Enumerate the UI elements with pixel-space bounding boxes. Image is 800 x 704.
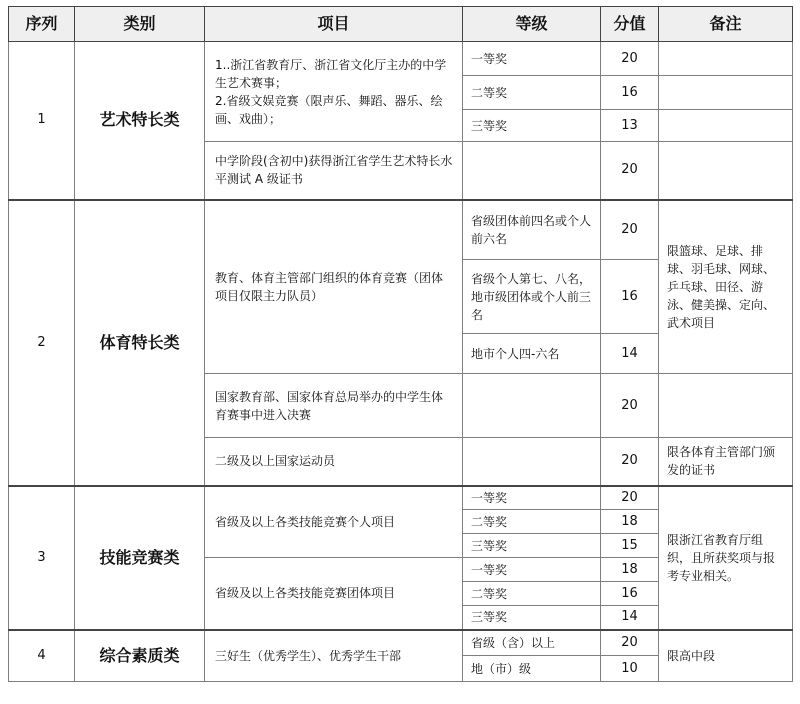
sports-note-1: 限篮球、足球、排球、羽毛球、网球、乒乓球、田径、游泳、健美操、定向、武术项目 xyxy=(659,200,793,374)
header-note: 备注 xyxy=(659,7,793,42)
skills-grade-1-2: 二等奖 xyxy=(463,510,601,534)
sports-grade-empty-2 xyxy=(463,374,601,438)
skills-item-1: 省级及以上各类技能竞赛个人项目 xyxy=(205,486,463,558)
quality-score-1: 20 xyxy=(601,630,659,656)
sports-note-3: 限各体育主管部门颁发的证书 xyxy=(659,438,793,486)
art-grade-1: 一等奖 xyxy=(463,42,601,76)
sports-grade-empty-3 xyxy=(463,438,601,486)
skills-score-1-1: 20 xyxy=(601,486,659,510)
art-item-1: 1..浙江省教育厅、浙江省文化厅主办的中学生艺术赛事； 2.省级文娱竞赛（限声乐、舞蹈、器乐、绘画、戏曲）； xyxy=(205,42,463,142)
sports-category: 体育特长类 xyxy=(75,200,205,486)
sports-grade-1: 省级团体前四名或个人前六名 xyxy=(463,200,601,260)
header-seq: 序列 xyxy=(9,7,75,42)
table-row xyxy=(9,630,793,656)
art-seq: 1 xyxy=(9,42,75,200)
table-row xyxy=(9,486,793,510)
skills-score-2-1: 18 xyxy=(601,558,659,582)
art-note-1 xyxy=(659,42,793,76)
quality-seq: 4 xyxy=(9,630,75,682)
header-grade: 等级 xyxy=(463,7,601,42)
header-category: 类别 xyxy=(75,7,205,42)
skills-grade-2-2: 二等奖 xyxy=(463,582,601,606)
sports-item-3: 二级及以上国家运动员 xyxy=(205,438,463,486)
sports-grade-2: 省级个人第七、八名，地市级团体或个人前三名 xyxy=(463,260,601,334)
art-note-2 xyxy=(659,76,793,110)
sports-score-2: 16 xyxy=(601,260,659,334)
header-score: 分值 xyxy=(601,7,659,42)
sports-item2-score: 20 xyxy=(601,374,659,438)
skills-score-2-3: 14 xyxy=(601,606,659,630)
art-grade-empty xyxy=(463,142,601,200)
header-row xyxy=(9,7,793,42)
skills-score-2-2: 16 xyxy=(601,582,659,606)
art-score-2: 16 xyxy=(601,76,659,110)
art-score-1: 20 xyxy=(601,42,659,76)
quality-note: 限高中段 xyxy=(659,630,793,682)
skills-score-1-2: 18 xyxy=(601,510,659,534)
skills-item-2: 省级及以上各类技能竞赛团体项目 xyxy=(205,558,463,630)
quality-score-2: 10 xyxy=(601,656,659,682)
sports-note-2 xyxy=(659,374,793,438)
skills-grade-2-1: 一等奖 xyxy=(463,558,601,582)
scoring-table xyxy=(8,6,793,682)
sports-grade-3: 地市个人四-六名 xyxy=(463,334,601,374)
skills-grade-1-1: 一等奖 xyxy=(463,486,601,510)
sports-seq: 2 xyxy=(9,200,75,486)
sports-score-3: 14 xyxy=(601,334,659,374)
skills-note: 限浙江省教育厅组织，且所获奖项与报考专业相关。 xyxy=(659,486,793,630)
table-row xyxy=(9,42,793,76)
skills-score-1-3: 15 xyxy=(601,534,659,558)
art-item2-score: 20 xyxy=(601,142,659,200)
table-row xyxy=(9,200,793,260)
art-grade-3: 三等奖 xyxy=(463,110,601,142)
skills-category: 技能竞赛类 xyxy=(75,486,205,630)
skills-grade-1-3: 三等奖 xyxy=(463,534,601,558)
quality-grade-1: 省级（含）以上 xyxy=(463,630,601,656)
quality-category: 综合素质类 xyxy=(75,630,205,682)
art-note-4 xyxy=(659,142,793,200)
sports-item-2: 国家教育部、国家体育总局举办的中学生体育赛事中进入决赛 xyxy=(205,374,463,438)
art-note-3 xyxy=(659,110,793,142)
skills-grade-2-3: 三等奖 xyxy=(463,606,601,630)
sports-item3-score: 20 xyxy=(601,438,659,486)
art-category: 艺术特长类 xyxy=(75,42,205,200)
art-score-3: 13 xyxy=(601,110,659,142)
quality-item: 三好生（优秀学生）、优秀学生干部 xyxy=(205,630,463,682)
sports-score-1: 20 xyxy=(601,200,659,260)
quality-grade-2: 地（市）级 xyxy=(463,656,601,682)
sports-item-1: 教育、体育主管部门组织的体育竞赛（团体项目仅限主力队员） xyxy=(205,200,463,374)
art-item-2: 中学阶段(含初中)获得浙江省学生艺术特长水平测试 A 级证书 xyxy=(205,142,463,200)
header-item: 项目 xyxy=(205,7,463,42)
skills-seq: 3 xyxy=(9,486,75,630)
art-grade-2: 二等奖 xyxy=(463,76,601,110)
